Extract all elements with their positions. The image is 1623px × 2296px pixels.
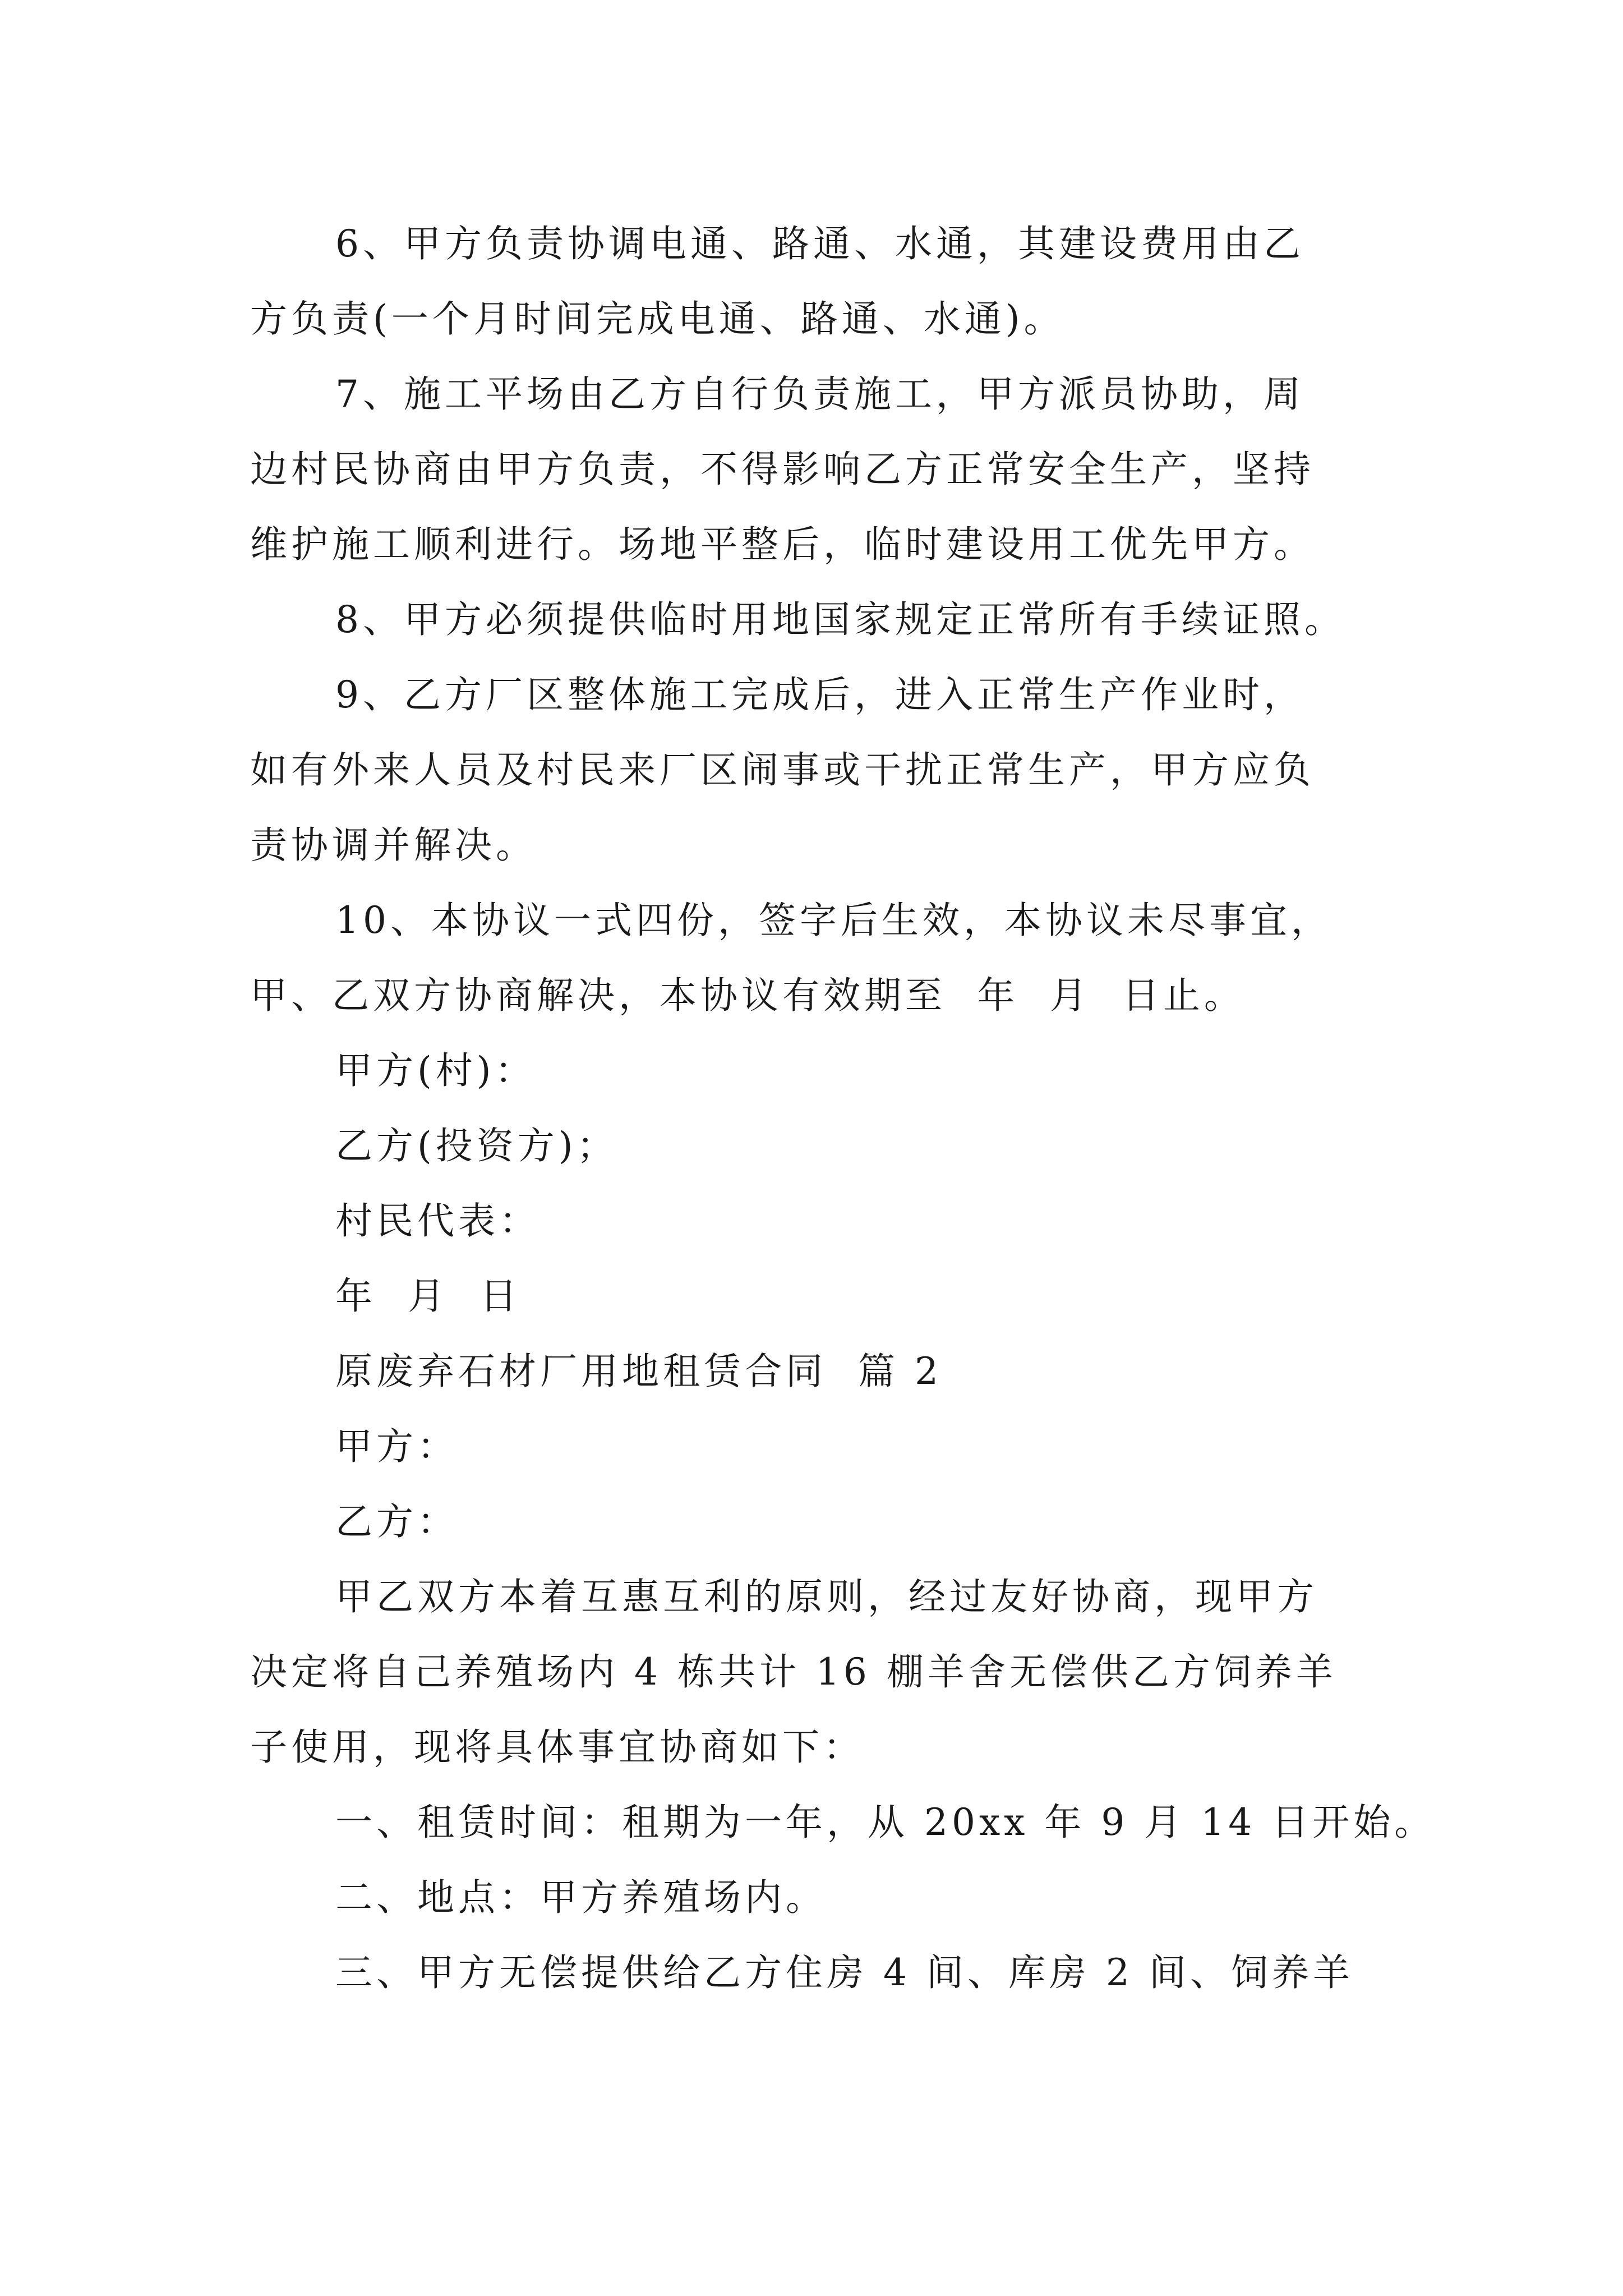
contract-2-title: 原废弃石材厂用地租赁合同 篇 2 bbox=[335, 1350, 942, 1393]
clause-10-line-2: 甲、乙双方协商解决，本协议有效期至 年 月 日止。 bbox=[250, 974, 1245, 1017]
clause-7-line-2: 边村民协商由甲方负责，不得影响乙方正常安全生产，坚持 bbox=[250, 448, 1315, 491]
party-b-signature-line: 乙方(投资方)； bbox=[335, 1124, 618, 1167]
article-2-location: 二、地点：甲方养殖场内。 bbox=[335, 1876, 827, 1919]
clause-6-line-1: 6、甲方负责协调电通、路通、水通，其建设费用由乙 bbox=[335, 222, 1304, 265]
preamble-line-2: 决定将自己养殖场内 4 栋共计 16 棚羊舍无偿供乙方饲养羊 bbox=[250, 1650, 1337, 1694]
clause-7-line-1: 7、施工平场由乙方自行负责施工，甲方派员协助，周 bbox=[335, 372, 1304, 416]
date-line: 年 月 日 bbox=[335, 1274, 521, 1318]
contract-2-party-a: 甲方： bbox=[335, 1425, 458, 1468]
party-a-signature-line: 甲方(村)： bbox=[335, 1049, 536, 1092]
clause-10-line-1: 10、本协议一式四份，签字后生效，本协议未尽事宜， bbox=[335, 899, 1332, 942]
article-3-line-1: 三、甲方无偿提供给乙方住房 4 间、库房 2 间、饲养羊 bbox=[335, 1951, 1354, 1994]
clause-9-line-3: 责协调并解决。 bbox=[250, 823, 537, 867]
preamble-line-1: 甲乙双方本着互惠互利的原则，经过友好协商，现甲方 bbox=[335, 1575, 1318, 1618]
preamble-line-3: 子使用，现将具体事宜协商如下： bbox=[250, 1726, 864, 1769]
clause-6-line-2: 方负责(一个月时间完成电通、路通、水通)。 bbox=[250, 297, 1065, 341]
villager-representative-line: 村民代表： bbox=[335, 1199, 540, 1243]
article-1-lease-term: 一、租赁时间：租期为一年，从 20xx 年 9 月 14 日开始。 bbox=[335, 1801, 1436, 1844]
contract-2-party-b: 乙方： bbox=[335, 1500, 458, 1543]
clause-8-line-1: 8、甲方必须提供临时用地国家规定正常所有手续证照。 bbox=[335, 598, 1345, 641]
clause-9-line-2: 如有外来人员及村民来厂区闹事或干扰正常生产，甲方应负 bbox=[250, 748, 1315, 792]
clause-7-line-3: 维护施工顺利进行。场地平整后，临时建设用工优先甲方。 bbox=[250, 523, 1315, 566]
clause-9-line-1: 9、乙方厂区整体施工完成后，进入正常生产作业时， bbox=[335, 673, 1304, 716]
